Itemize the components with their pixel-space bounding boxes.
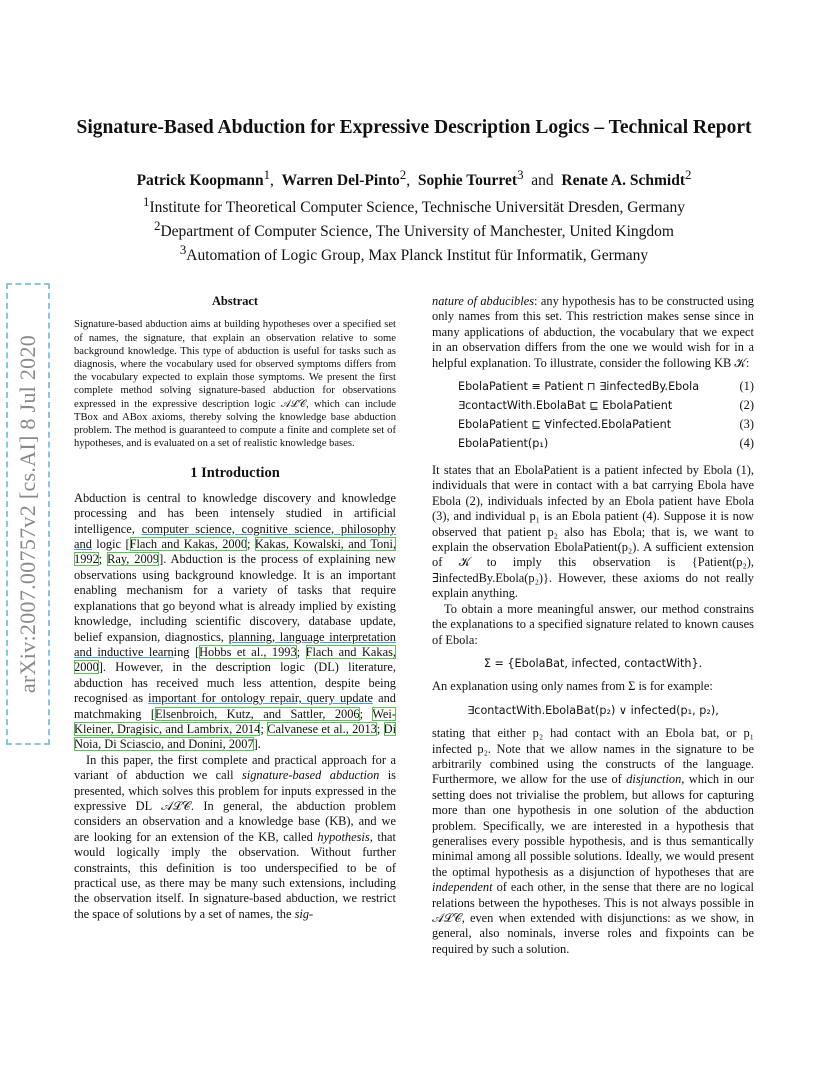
citation-link[interactable]: Kakas, Kowalski, and Toni, 1992: [74, 537, 396, 567]
citation-link[interactable]: Ray, 2009: [107, 552, 160, 567]
affiliation: $^3$Automation of Logic Group, Max Planck Institut für Informatik, Germany: [179, 242, 649, 265]
citation-link[interactable]: Elsenbroich, Kutz, and Sattler, 2006: [154, 706, 360, 721]
abstract-heading: Abstract: [211, 294, 259, 308]
affiliations: [60, 193, 768, 265]
right-paragraph-3: To obtain a more meaningful answer, our method constrains the explanations to a specified signature related to known causes of Ebola:: [432, 601, 754, 647]
right-paragraph-4: An explanation using only names from Σ is for example:: [432, 679, 713, 694]
intro-paragraph-2: In this paper, the first complete and practical approach for a variant of abduction we call signature-based abduction is presented, which solves this problem for inputs expressed in the expressive DL 𝒜ℒ𝒞. In general, the abduction problem considers an observation and a knowledge base (KB), and we are looking for an extension of the KB, called hypothesis, that would logically imply the observation. Without further constraints, this definition is too underspecified to be of practical use, as there may be many such extensions, including the observation itself. In signature-based abduction, we restrict the space of solutions by a set of names, the sig-: [74, 752, 397, 921]
right-paragraph-1: nature of abducibles: any hypothesis has to be constructed using only names from this set. This restriction makes sense since in many applications of abduction, the vocabulary that we expect in an observation differs from the one we would wish for in a helpful explanation. To illustrate, consider the following KB 𝒦:: [432, 294, 755, 370]
equation: EbolaPatient ⊑ ∀infected.EbolaPatient (3): [458, 417, 754, 432]
equation: EbolaPatient(p₁) (4): [458, 436, 754, 451]
author-list: Patrick Koopmann$^1$, Warren Del-Pinto$^2$, Sophie Tourret$^3$ and Renate A. Schmidt$^2$: [136, 167, 692, 190]
citation-link[interactable]: Flach and Kakas, 2000: [74, 644, 396, 675]
arxiv-identifier: arXiv:2007.00757v2 [cs.AI] 8 Jul 2020: [15, 334, 40, 694]
right-paragraph-5: stating that either p₂ had contact with an Ebola bat, or p₁ infected p₂. Note that we allow names in the signature to be arbitrarily combined using the constructs of the language. Furthermore, we allow for the use of disjunction, which in our setting does not trivialise the problem, but allows for capturing more than one hypothesis in one solution of the abduction problem. Specifically, we are interested in a hypothesis that generalises every possible hypothesis, and is thus semantically minimal among all possible solutions. Ideally, we would present the optimal hypothesis as a disjunction of hypotheses that are independent of each other, in the sense that there are no logical relations between the hypotheses. This is not always possible in 𝒜ℒ𝒞, even when extended with disjunctions: as we show, in general, also nominals, inverse roles and fixpoints can be required by such a solution.: [432, 726, 754, 956]
affiliation: $^2$Department of Computer Science, The University of Manchester, United Kingdom: [154, 218, 674, 241]
signature-equation: Σ = {EbolaBat, infected, contactWith}.: [483, 656, 703, 670]
author-name: Warren Del-Pinto: [281, 172, 400, 190]
link[interactable]: important for ontology repair, query update: [148, 691, 374, 706]
left-column: [74, 294, 396, 922]
equation: ∃contactWith.EbolaBat ⊑ EbolaPatient (2): [458, 398, 754, 413]
arxiv-sidebar-stamp: [6, 283, 50, 745]
intro-paragraph-1: Abduction is central to knowledge discovery and knowledge processing and has been intensely studied in artificial intelligence, computer science, cognitive science, philosophy and logic [Flach and Kakas, 2000; Kakas, Kowalski, and Toni, 1992; Ray, 2009]. Abduction is the process of explaining new observations using background knowledge. It is an important enabling mechanism for a variety of tasks that require explanations that go beyond what is already implied by existing knowledge, including scientific discovery, database update, belief expansion, diagnostics, planning, language interpretation and inductive learning [Hobbs et al., 1993; Flach and Kakas, 2000]. However, in the description logic (DL) literature, abduction has received much less attention, despite being recognised as important for ontology repair, query update and matchmaking [Elsenbroich, Kutz, and Sattler, 2006; Wei-Kleiner, Dragisic, and Lambrix, 2014; Calvanese et al., 2013; Di Noia, Di Sciascio, and Donini, 2007].: [74, 490, 397, 752]
explanation-equation: ∃contactWith.EbolaBat(p₂) ∨ infected(p₁, p₂),: [467, 703, 719, 717]
equation: EbolaPatient ≡ Patient ⊓ ∃infectedBy.Ebola (1): [458, 379, 754, 394]
citation-link[interactable]: Di Noia, Di Sciascio, and Donini, 2007: [74, 721, 397, 752]
author-name: Sophie Tourret: [417, 172, 518, 190]
citation-link[interactable]: Flach and Kakas, 2000: [129, 537, 248, 552]
affiliation: $^1$Institute for Theoretical Computer Science, Technische Universität Dresden, Germany: [143, 194, 685, 217]
author-name: Renate A. Schmidt: [561, 172, 685, 190]
link[interactable]: computer science, cognitive science, philosophy and: [74, 521, 396, 552]
author-name: Patrick Koopmann: [136, 172, 264, 190]
citation-link[interactable]: Hobbs et al., 1993: [199, 644, 297, 659]
abstract-text: Signature-based abduction aims at building hypotheses over a specified set of names, the signature, that explain an observation relative to some background knowledge. This type of abduction is useful for tasks such as diagnosis, where the vocabulary used for observed symptoms differs from the vocabulary expected to explain those symptoms. We present the first complete method solving signature-based abduction for observations expressed in the expressive description logic 𝒜ℒ𝒞, which can include TBox and ABox axioms, thereby solving the knowledge base abduction problem. The method is guaranteed to compute a finite and complete set of hypotheses, and is evaluated on a set of realistic knowledge bases.: [74, 319, 396, 450]
kb-equations: [432, 379, 754, 455]
right-column: [432, 294, 754, 957]
paper-title: Signature-Based Abduction for Expressive Description Logics – Technical Report: [76, 117, 752, 138]
section-heading: 1 Introduction: [190, 465, 280, 482]
citation-link[interactable]: Calvanese et al., 2013: [267, 721, 377, 736]
link[interactable]: planning, language interpretation and inductive learn: [74, 629, 397, 659]
citation-link[interactable]: Wei-Kleiner, Dragisic, and Lambrix, 2014: [74, 706, 396, 736]
right-paragraph-2: It states that an EbolaPatient is a patient infected by Ebola (1), individuals that were in contact with a bat carrying Ebola have Ebola (2), individuals infected by an Ebola patient have Ebola (3), and individual p₁ is an Ebola patient (4). Suppose it is now observed that patient p₂ also has Ebola; that is, we want to explain the observation EbolaPatient(p₂). A sufficient extension of 𝒦 to imply this observation is {Patient(p₂), ∃infectedBy.Ebola(p₂)}. However, these axioms do not really explain anything.: [432, 463, 754, 601]
